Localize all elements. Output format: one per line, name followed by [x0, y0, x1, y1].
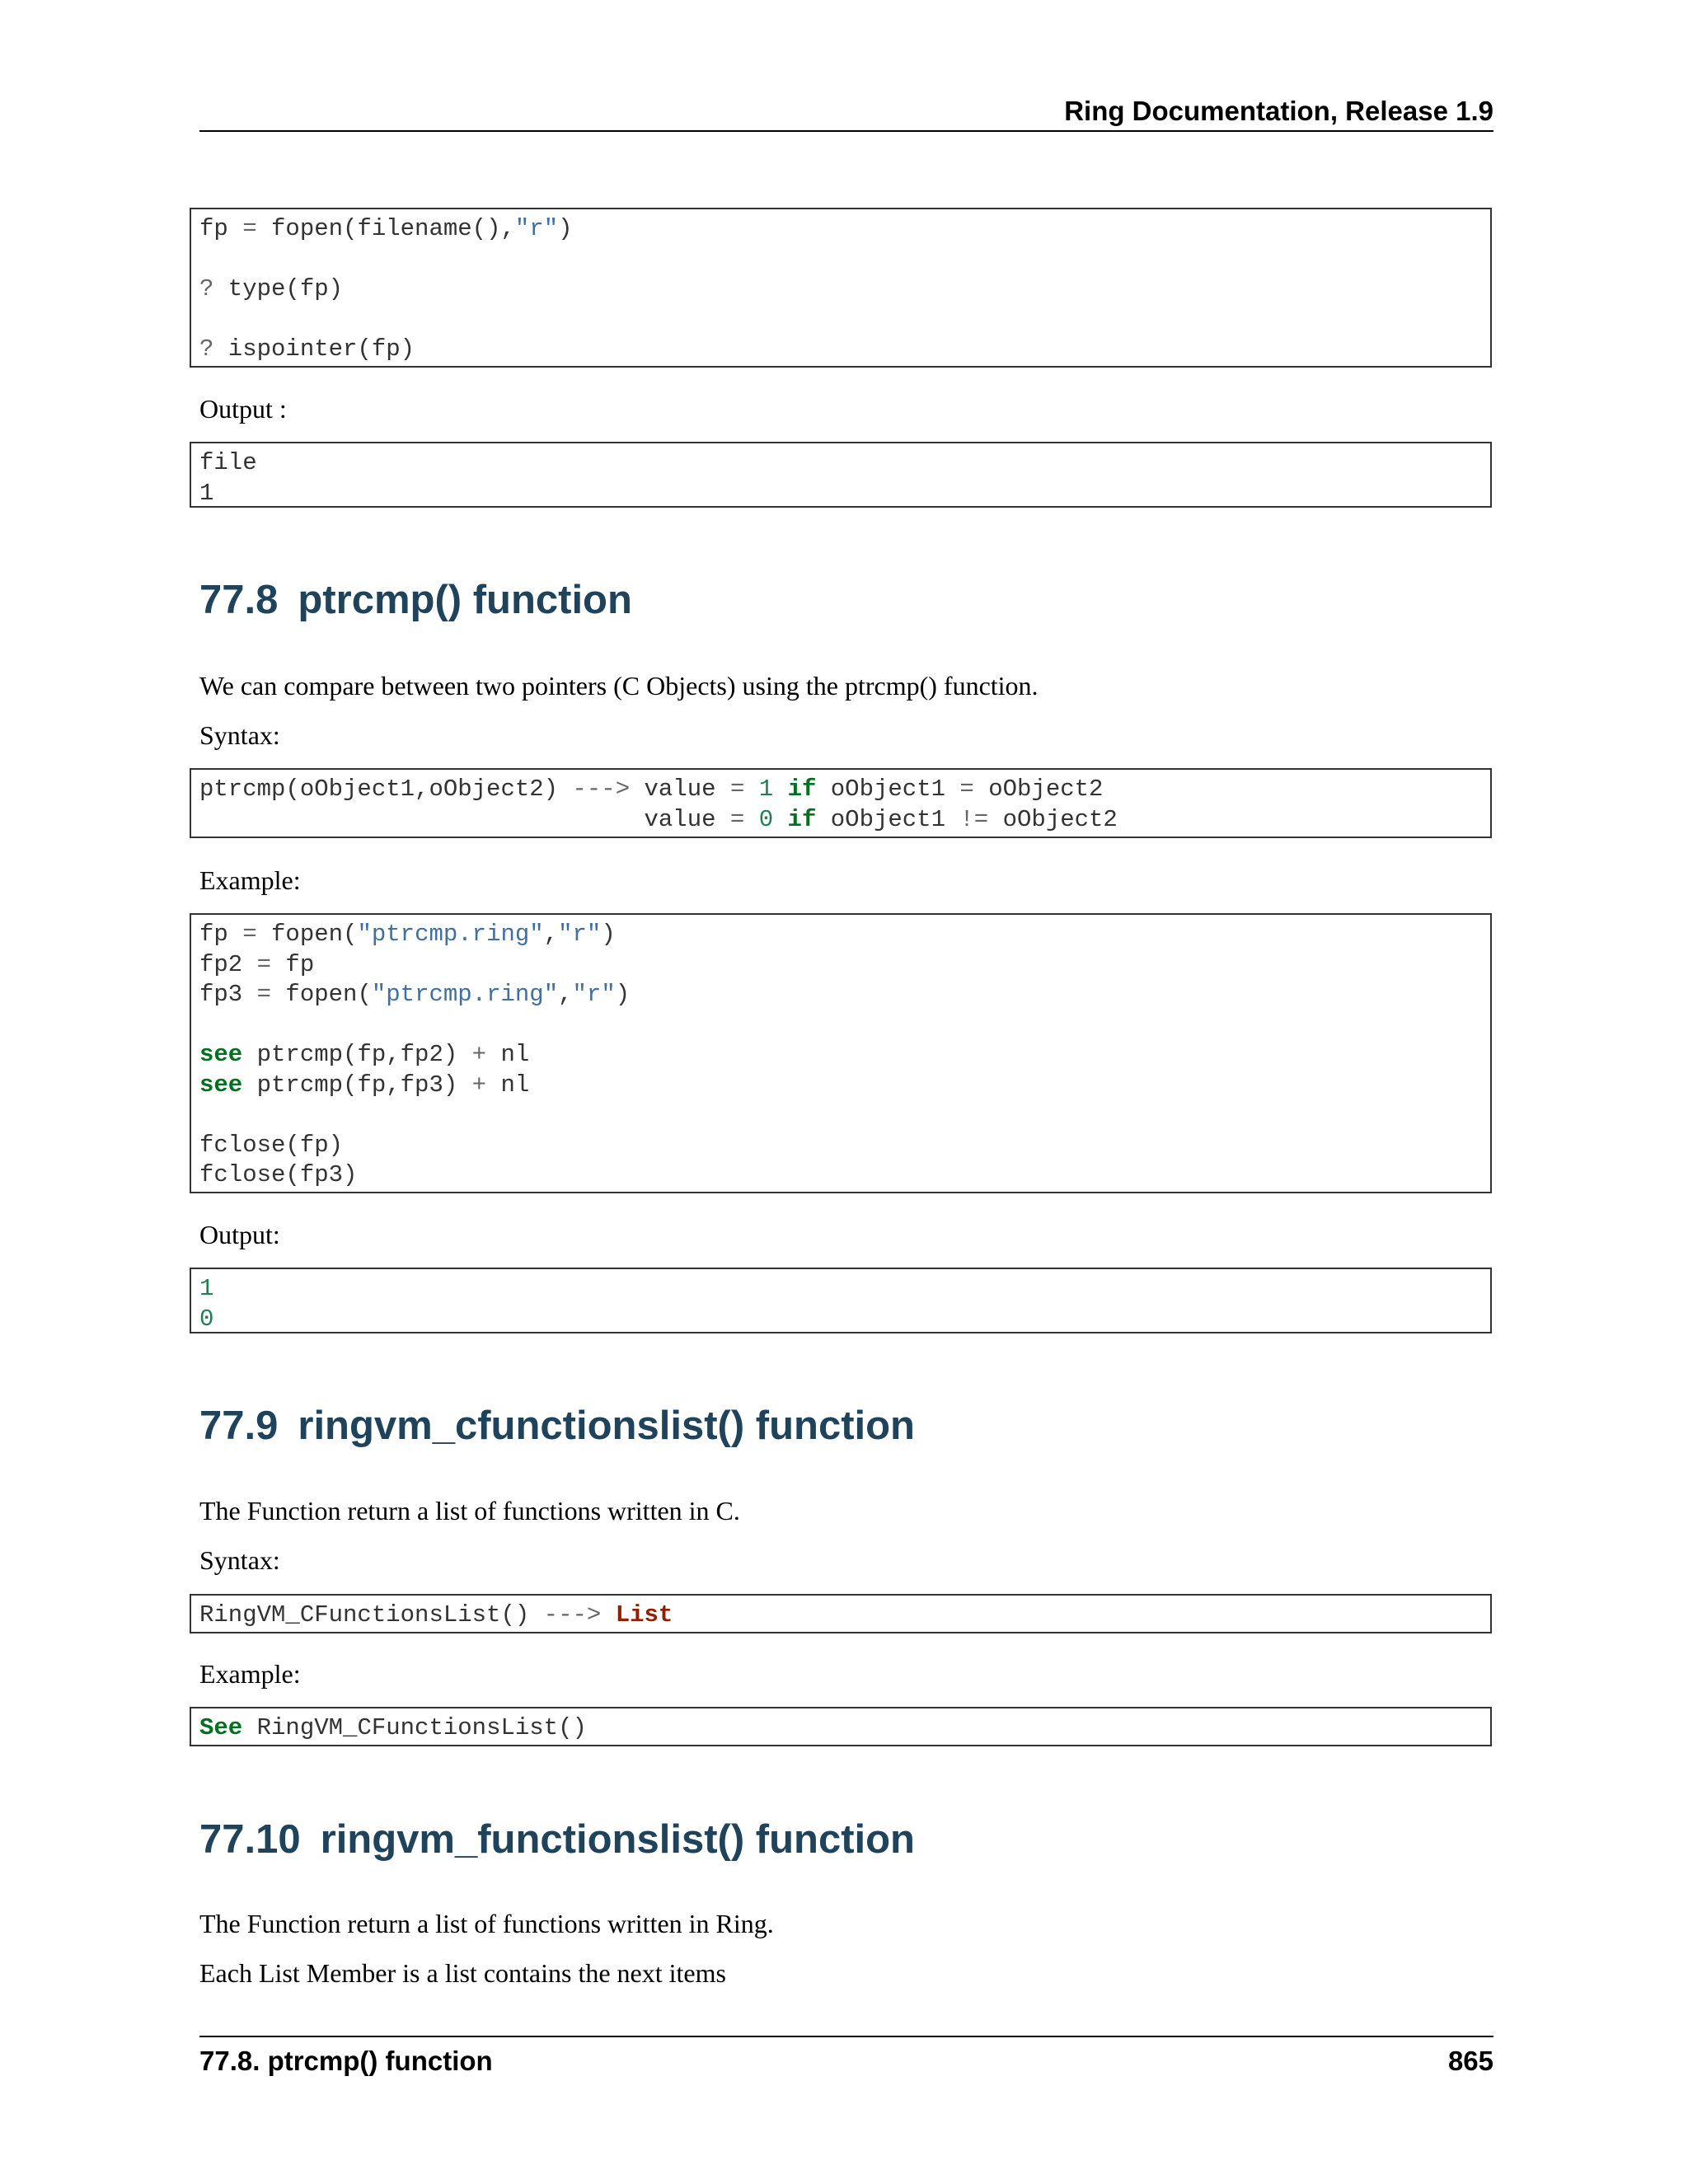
code-line: fp = fopen(filename(),"r") — [199, 215, 573, 242]
syntax-label: Syntax: — [199, 1545, 280, 1575]
output-line: 1 — [199, 1275, 214, 1302]
code-block-type-check — [190, 208, 1492, 368]
section-heading-77-9 — [199, 1401, 915, 1451]
paragraph-intro: The Function return a list of functions written in C. — [199, 1496, 740, 1526]
header-title: Ring Documentation, Release 1.9 — [1064, 96, 1493, 126]
output-line: file — [199, 449, 257, 476]
code-line: see ptrcmp(fp,fp3) + nl — [199, 1071, 530, 1099]
code-block-syntax — [190, 768, 1492, 838]
code-line: fclose(fp) — [199, 1131, 344, 1159]
page-number: 865 — [1447, 2046, 1493, 2076]
code-line-blank — [199, 305, 1482, 335]
section-number: 77.9 — [199, 1404, 279, 1448]
output-label: Output : — [199, 394, 287, 424]
output-label: Output: — [199, 1220, 280, 1249]
code-line: ? type(fp) — [199, 275, 344, 302]
code-block-syntax — [190, 1594, 1492, 1633]
section-title: ringvm_cfunctionslist() function — [298, 1404, 915, 1448]
code-line: ? ispointer(fp) — [199, 335, 415, 363]
running-header — [199, 92, 1493, 132]
section-title: ptrcmp() function — [298, 578, 632, 622]
running-footer — [199, 2036, 1493, 2083]
output-block-type-check — [190, 442, 1492, 508]
section-number: 77.8 — [199, 578, 279, 622]
code-line: See RingVM_CFunctionsList() — [199, 1714, 587, 1741]
output-line: 1 — [199, 479, 214, 507]
code-line-blank — [199, 1010, 1482, 1041]
output-block-ptrcmp — [190, 1268, 1492, 1333]
code-line: fp2 = fp — [199, 950, 315, 978]
code-block-example — [190, 1707, 1492, 1746]
code-line: value = 0 if oObject1 != oObject2 — [644, 805, 1118, 833]
syntax-label: Syntax: — [199, 720, 280, 750]
paragraph: Each List Member is a list contains the next items — [199, 1958, 726, 1988]
code-line-blank — [199, 245, 1482, 275]
section-title: ringvm_functionslist() function — [320, 1817, 915, 1862]
code-block-example — [190, 913, 1492, 1193]
code-line: fp = fopen("ptrcmp.ring","r") — [199, 921, 616, 948]
code-line: ptrcmp(oObject1,oObject2) ---> value = 1 if oObject1 = oObject2 — [199, 776, 1104, 803]
code-line-blank — [199, 1100, 1482, 1131]
example-label: Example: — [199, 865, 301, 895]
output-line: 0 — [199, 1305, 214, 1333]
section-heading-77-8 — [199, 575, 632, 625]
code-line: RingVM_CFunctionsList() ---> List — [199, 1601, 673, 1629]
code-line: fclose(fp3) — [199, 1161, 358, 1188]
code-line: fp3 = fopen("ptrcmp.ring","r") — [199, 981, 631, 1008]
section-heading-77-10 — [199, 1815, 915, 1864]
paragraph-intro: The Function return a list of functions written in Ring. — [199, 1909, 774, 1938]
section-number: 77.10 — [199, 1817, 301, 1862]
example-label: Example: — [199, 1659, 301, 1689]
code-line: see ptrcmp(fp,fp2) + nl — [199, 1041, 530, 1068]
paragraph-intro: We can compare between two pointers (C Objects) using the ptrcmp() function. — [199, 671, 1039, 701]
footer-section: 77.8. ptrcmp() function — [199, 2046, 493, 2076]
